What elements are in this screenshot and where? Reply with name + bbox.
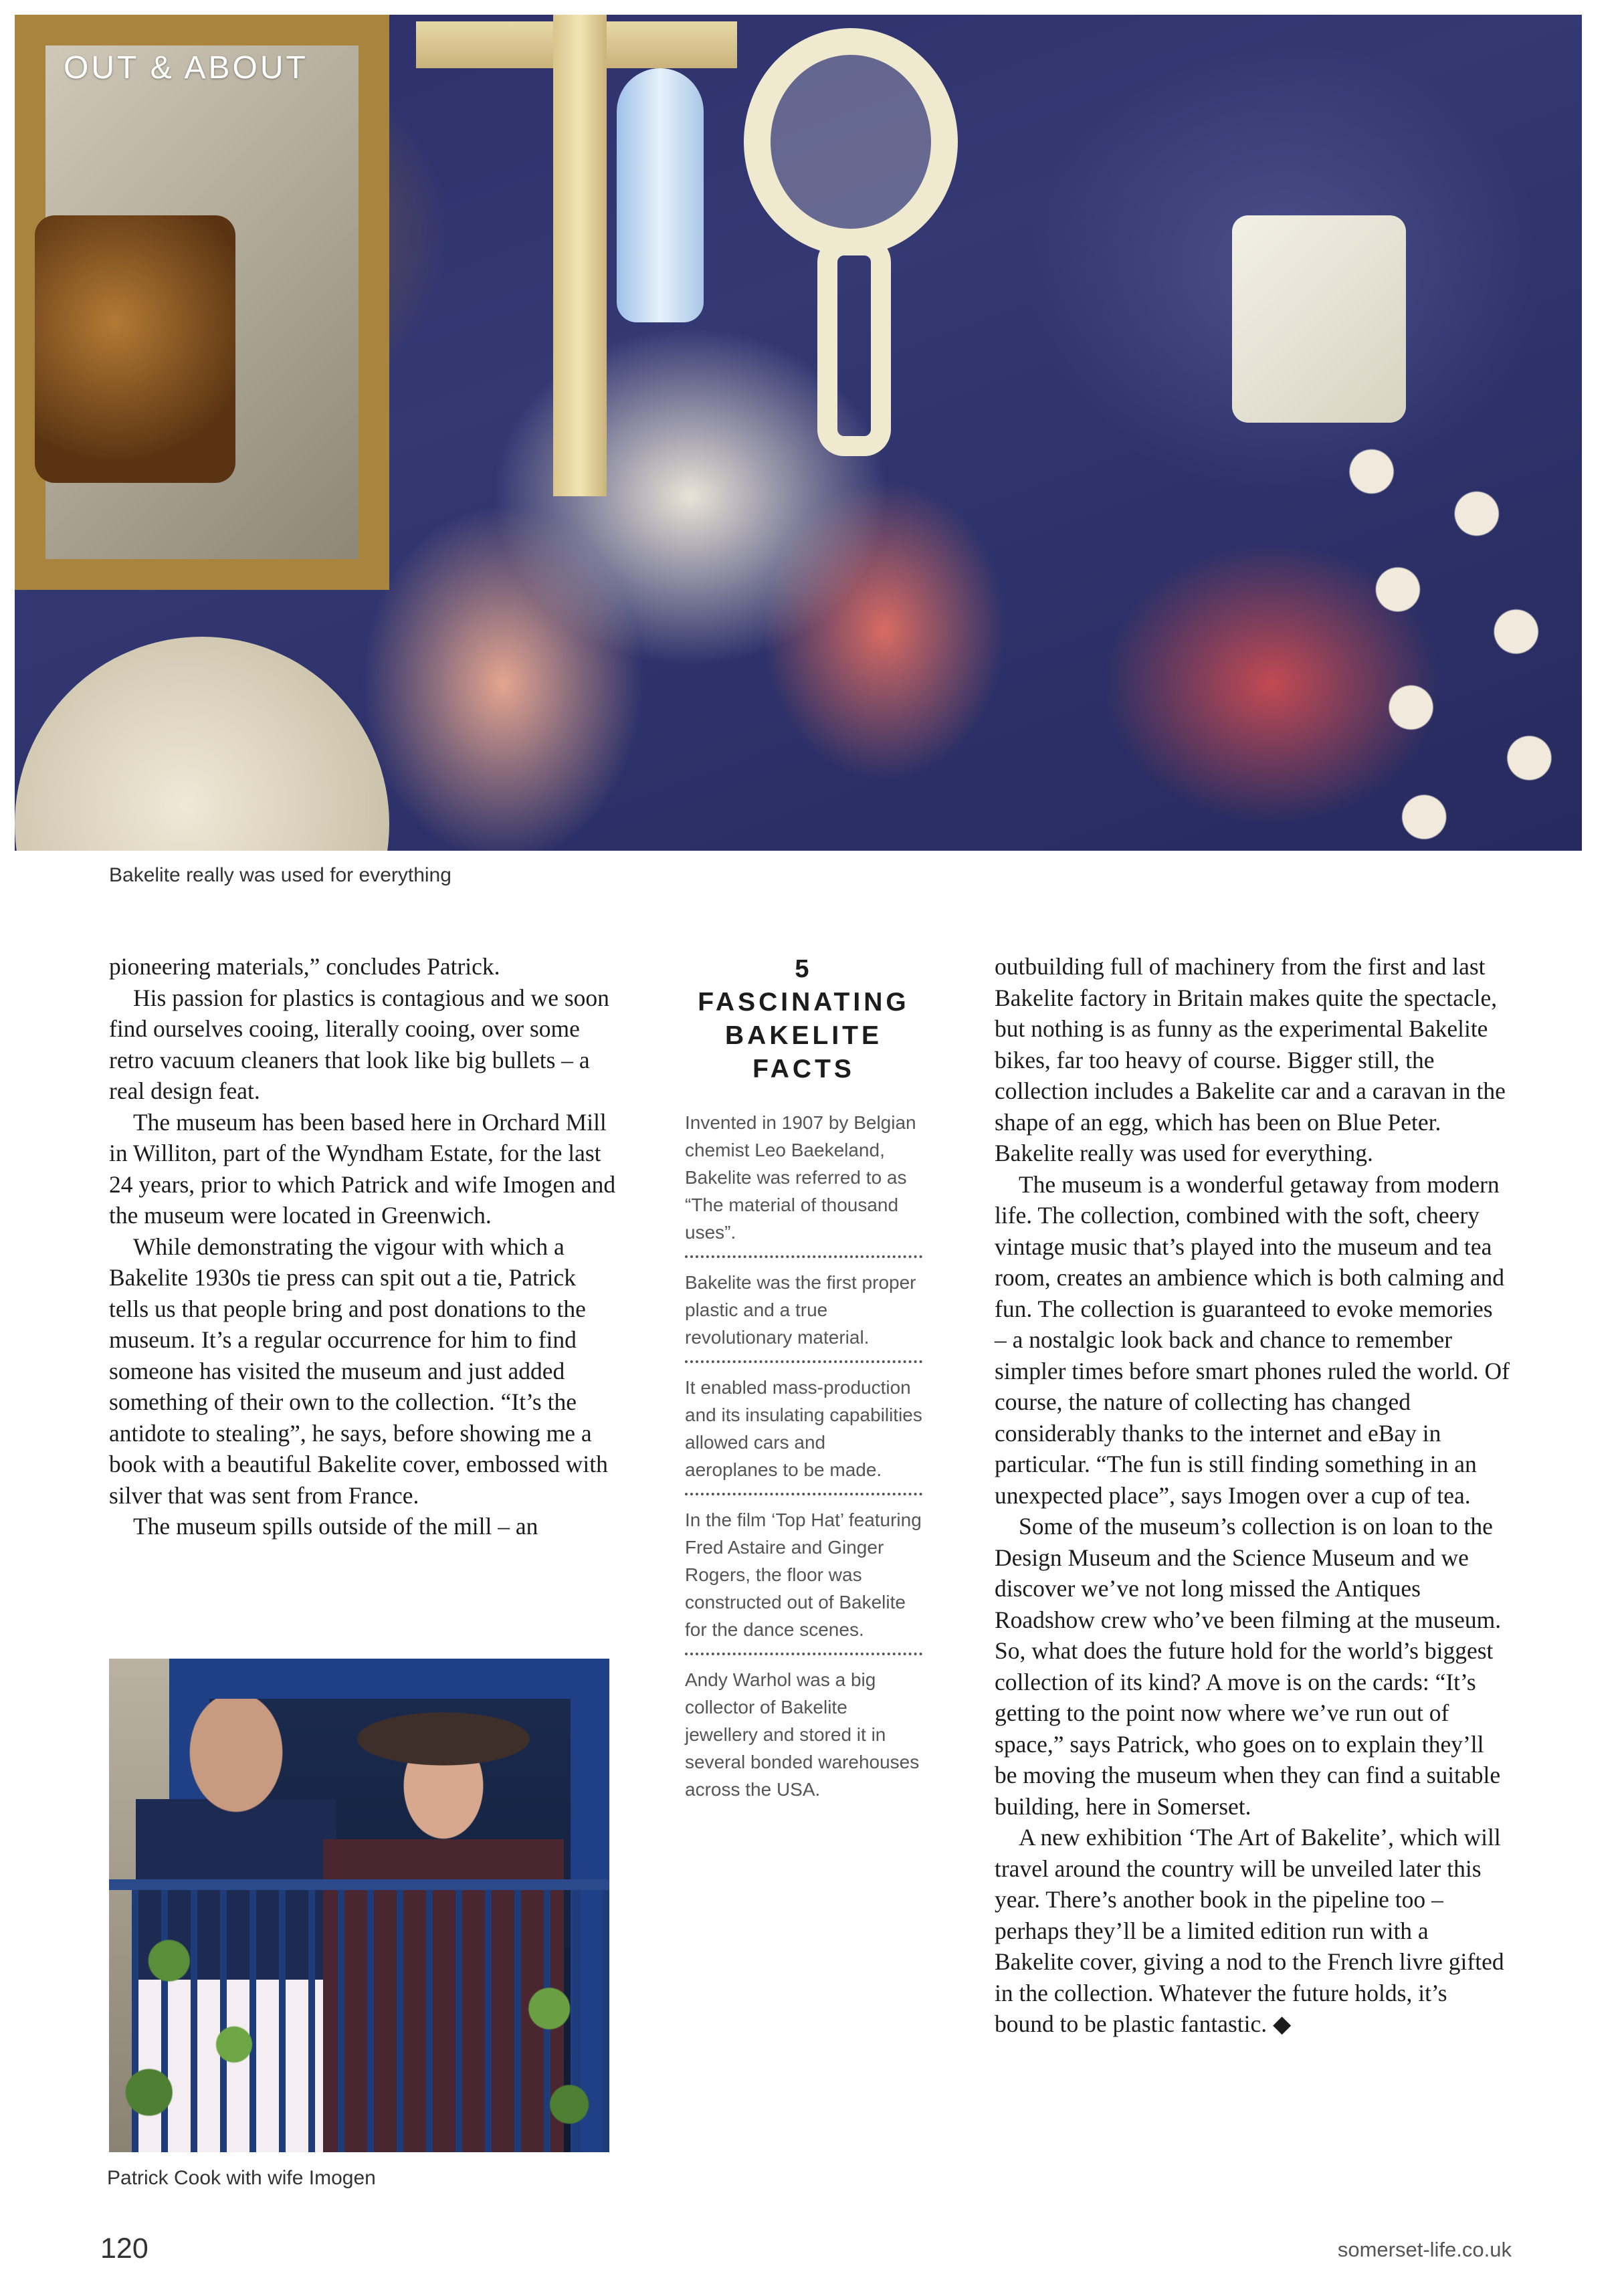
fact-item: In the film ‘Top Hat’ featuring Fred Astaire and Ginger Rogers, the floor was constructed out of Bakelite for the dance scenes.	[685, 1502, 922, 1655]
fact-item: It enabled mass-production and its insulating capabilities allowed cars and aeroplanes to be made.	[685, 1370, 922, 1495]
fact-item: Bakelite was the first proper plastic and a true revolutionary material.	[685, 1265, 922, 1363]
foliage	[109, 1913, 609, 2152]
fact-box-number: 5	[795, 955, 813, 983]
hand-mirror-handle	[817, 235, 891, 456]
paragraph: While demonstrating the vigour with which a Bakelite 1930s tie press can spit out a tie, Patrick tells us that people bring and post donations to the museum. It’s a regular occurrence for him to find someone has visited the museum and just added something of their own to the collection. “It’s the antidote to stealing”, he says, before showing me a book with a beautiful Bakelite cover, embossed with silver that was sent from France.	[109, 1233, 608, 1509]
page-number: 120	[100, 2232, 148, 2265]
paragraph: The museum spills outside of the mill – an	[133, 1513, 538, 1540]
cameo-plaque	[15, 637, 389, 851]
decorative-slab	[1232, 215, 1406, 423]
hand-mirror	[744, 28, 958, 255]
hero-photo	[15, 15, 1582, 851]
paragraph: The museum is a wonderful getaway from modern life. The collection, combined with the soft, cheery vintage music that’s played into the museum and tea room, creates an ambience which is both calming and fun. The collection is guaranteed to evoke memories – a nostalgic look back and chance to remember simpler times before smart phones ruled the world. Of course, the nature of collecting has changed considerably thanks to the internet and eBay in particular. “The fun is still finding something in an unexpected place”, says Imogen over a cup of tea.	[995, 1170, 1510, 1509]
paragraph: A new exhibition ‘The Art of Bakelite’, which will travel around the country will be unveiled later this year. There’s another book in the pipeline too – perhaps they’ll be a limited edition run with a Bakelite cover, giving a nod to the French livre gifted in the collection. Whatever the future holds, it’s bound to be plastic fantastic. ◆	[995, 1824, 1504, 2037]
paragraph: His passion for plastics is contagious and we soon find ourselves cooing, literally cooing, over some retro vacuum cleaners that look like big bullets – a real design feat.	[109, 984, 609, 1104]
paragraph: pioneering materials,” concludes Patrick.	[109, 953, 500, 980]
article-left-column	[109, 951, 617, 1542]
hairbrush	[617, 68, 704, 322]
portrait-photo	[109, 1659, 609, 2152]
article-right-column	[995, 951, 1510, 2040]
site-url: somerset-life.co.uk	[1337, 2238, 1512, 2261]
fact-box	[685, 952, 922, 1819]
scottie-dog-buttons	[1319, 429, 1582, 851]
portrait-caption: Patrick Cook with wife Imogen	[107, 2167, 376, 2189]
crucifix-post	[553, 15, 607, 496]
paragraph: The museum has been based here in Orchard Mill in Williton, part of the Wyndham Estate, for the last 24 years, prior to which Patrick and wife Imogen and the museum were located in Greenwich.	[109, 1108, 616, 1229]
tortoiseshell-box	[35, 215, 235, 483]
fact-list	[685, 1105, 922, 1812]
fact-box-title: FASCINATING BAKELITE FACTS	[698, 988, 910, 1083]
paragraph: outbuilding full of machinery from the first and last Bakelite factory in Britain makes quite the spectacle, but nothing is as funny as the experimental Bakelite bikes, far too heavy of course. Bigger still, the collection includes a Bakelite car and a caravan in the shape of an egg, which has been on Blue Peter. Bakelite really was used for everything.	[995, 953, 1506, 1166]
paragraph: Some of the museum’s collection is on loan to the Design Museum and the Science Museum and we discover we’ve not long missed the Antiques Roadshow crew who’ve been filming at the museum. So, what does the future hold for the world’s biggest collection of its kind? A move is on the cards: “It’s getting to the point now where we’ve run out of space,” says Patrick, who goes on to explain they’ll be moving the museum when they can find a suitable building, here in Somerset.	[995, 1513, 1502, 1820]
hero-caption: Bakelite really was used for everything	[109, 864, 451, 886]
fact-item: Andy Warhol was a big collector of Bakelite jewellery and stored it in several bonded warehouses across the USA.	[685, 1669, 920, 1800]
section-label: OUT & ABOUT	[64, 50, 308, 86]
fact-item: Invented in 1907 by Belgian chemist Leo Baekeland, Bakelite was referred to as “The material of thousand uses”.	[685, 1105, 922, 1258]
